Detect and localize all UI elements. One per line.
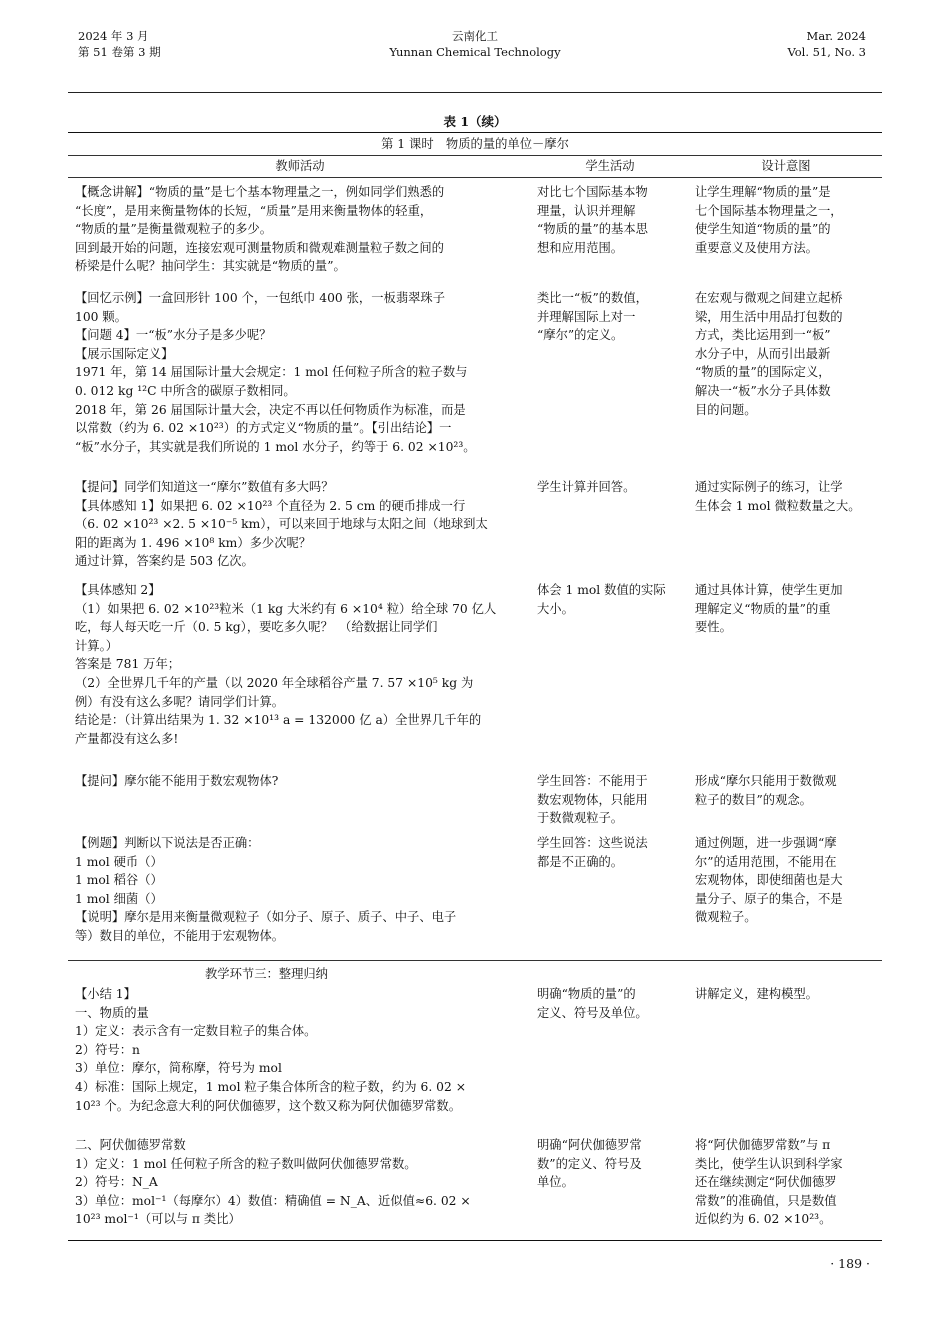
row-1-teacher (75, 183, 525, 276)
text-line: （2）全世界几千年的产量（以 2020 年全球稻谷产量 7. 57 ×10⁵ kg 为 (75, 675, 474, 690)
column-header-student: 学生活动 (585, 159, 635, 173)
header-bottom-rule (68, 177, 882, 178)
text-line: 3）单位：mol⁻¹（每摩尔）4）数值：精确值 = N_A、近似值≈6. 02 × (75, 1193, 471, 1208)
lesson-rule (68, 155, 882, 156)
text-line: 梁，用生活中用品打包数的 (695, 309, 843, 324)
text-line: 以常数（约为 6. 02 ×10²³）的方式定义“物质的量”。【引出结论】一 (75, 421, 452, 436)
text-line: （1）如果把 6. 02 ×10²³粒米（1 kg 大米约有 6 ×10⁴ 粒）给全球 70 亿人 (75, 601, 497, 616)
text-line: 1 mol 硬币（） (75, 854, 163, 869)
journal-name (68, 28, 882, 60)
row-6-design (695, 834, 877, 927)
text-line: 形成“摩尔只能用于数微观 (695, 774, 837, 788)
text-line: 讲解定义，建构模型。 (695, 987, 818, 1001)
text-line: 【问题 4】一“板”水分子是多少呢？ (75, 328, 272, 343)
text-line: 类比，使学生认识到科学家 (695, 1156, 843, 1171)
text-line: “物质的量”是衡量微观粒子的多少。 (75, 222, 273, 237)
text-line: 并理解国际上对一 (537, 309, 636, 324)
text-line: 1）定义：1 mol 任何粒子所含的粒子数叫做阿伏伽德罗常数。 (75, 1156, 417, 1171)
text-line: 1 mol 细菌（） (75, 891, 163, 906)
text-line: 让学生理解“物质的量”是 (695, 185, 831, 199)
summary-2-student (537, 1136, 683, 1192)
header-volume-en: Vol. 51, No. 3 (787, 45, 866, 59)
text-line: 目的问题。 (695, 402, 757, 417)
text-line: 理量，认识并理解 (537, 203, 636, 218)
text-line: 一、物质的量 (75, 1005, 149, 1020)
text-line: 100 颗。 (75, 309, 127, 324)
column-header-teacher: 教师活动 (275, 159, 325, 173)
text-line: “板”水分子，其实就是我们所说的 1 mol 水分子，约等于 6. 02 ×10²³。 (75, 439, 476, 454)
text-line: 2018 年，第 26 届国际计量大会，决定不再以任何物质作为标准，而是 (75, 402, 466, 417)
text-line: 对比七个国际基本物 (537, 185, 648, 199)
text-line: 尔”的适用范围，不能用在 (695, 854, 837, 869)
journal-date-en (787, 28, 866, 60)
text-line: 通过具体计算，使学生更加 (695, 583, 843, 597)
header-volume: 第 51 卷第 3 期 (78, 45, 161, 59)
text-line: 3）单位：摩尔，简称摩，符号为 mol (75, 1061, 282, 1076)
text-line: 通过计算，答案约是 503 亿次。 (75, 554, 254, 569)
text-line: 数”的定义、符号及 (537, 1156, 642, 1171)
text-line: 明确“物质的量”的 (537, 987, 636, 1001)
text-line: 10²³ 个。为纪念意大利的阿伏伽德罗，这个数又称为阿伏伽德罗常数。 (75, 1098, 462, 1113)
summary-2-design (695, 1136, 877, 1229)
text-line: 1971 年，第 14 届国际计量大会规定：1 mol 任何粒子所含的粒子数与 (75, 365, 468, 380)
text-line: “摩尔”的定义。 (537, 328, 624, 343)
row-5-teacher (75, 772, 525, 791)
text-line: “物质的量”的基本思 (537, 222, 648, 237)
table-top-rule (68, 132, 882, 133)
text-line: 【概念讲解】“物质的量”是七个基本物理量之一，例如同学们熟悉的 (75, 185, 445, 199)
text-line: 数宏观物体，只能用 (537, 792, 648, 807)
row-1-student (537, 183, 683, 257)
section-rule (68, 960, 882, 961)
row-4-student (537, 581, 683, 618)
summary-2-teacher (75, 1136, 525, 1229)
text-line: 学生计算并回答。 (537, 480, 636, 494)
page-number: · 189 · (830, 1256, 870, 1271)
text-line: 解决一“板”水分子具体数 (695, 383, 831, 398)
text-line: 回到最开始的问题，连接宏观可测量物质和微观难测量粒子数之间的 (75, 240, 444, 255)
text-line: 桥梁是什么呢？抽问学生：其实就是“物质的量”。 (75, 259, 346, 274)
text-line: 结论是：（计算出结果为 1. 32 ×10¹³ a = 132000 亿 a）全世界几千年的 (75, 713, 482, 728)
text-line: 将“阿伏伽德罗常数”与 π (695, 1138, 831, 1152)
text-line: 2）符号：n (75, 1042, 140, 1057)
text-line: 【具体感知 1】如果把 6. 02 ×10²³ 个直径为 2. 5 cm 的硬币排成一行 (75, 498, 466, 513)
text-line: 0. 012 kg ¹²C 中所含的碳原子数相同。 (75, 383, 296, 398)
text-line: 【说明】摩尔是用来衡量微观粒子（如分子、原子、质子、中子、电子 (75, 910, 457, 925)
text-line: 例）有没有这么多呢？请同学们计算。 (75, 694, 285, 709)
text-line: 在宏观与微观之间建立起桥 (695, 291, 843, 305)
text-line: 4）标准：国际上规定，1 mol 粒子集合体所含的粒子数，约为 6. 02 × (75, 1079, 466, 1094)
table-bottom-rule (68, 1240, 882, 1241)
header-date-en: Mar. 2024 (806, 29, 866, 43)
column-header-design: 设计意图 (761, 159, 811, 173)
row-1-design (695, 183, 877, 257)
lesson-title: 第 1 课时 物质的量的单位－摩尔 (381, 137, 569, 151)
row-3-teacher (75, 478, 525, 571)
journal-name-cn: 云南化工 (452, 29, 498, 43)
text-line: 学生回答：不能用于 (537, 774, 648, 788)
text-line: 2）符号：N_A (75, 1175, 158, 1190)
row-3-student (537, 478, 683, 497)
text-line: 通过实际例子的练习，让学 (695, 480, 843, 494)
text-line: 产量都没有这么多! (75, 731, 179, 746)
text-line: 类比一“板”的数值， (537, 291, 648, 305)
row-5-student (537, 772, 683, 828)
text-line: “物质的量”的国际定义， (695, 365, 831, 380)
text-line: 于数微观粒子。 (537, 811, 624, 826)
text-line: 吃，每人每天吃一斤（0. 5 kg），要吃多久呢？ （给数据让同学们 (75, 620, 438, 635)
text-line: 【小结 1】 (75, 987, 136, 1001)
table-caption: 表 1（续） (443, 114, 507, 129)
text-line: 等）数目的单位，不能用于宏观物体。 (75, 928, 285, 943)
text-line: 使学生知道“物质的量”的 (695, 222, 831, 237)
text-line: “长度”，是用来衡量物体的长短，“质量”是用来衡量物体的轻重， (75, 203, 433, 218)
row-4-design (695, 581, 877, 637)
text-line: 【提问】摩尔能不能用于数宏观物体? (75, 774, 279, 788)
text-line: 宏观物体，即使细菌也是大 (695, 873, 843, 888)
text-line: 体会 1 mol 数值的实际 (537, 583, 666, 597)
text-line: 重要意义及使用方法。 (695, 240, 818, 255)
text-line: 常数”的准确值，只是数值 (695, 1193, 837, 1208)
text-line: 阳的距离为 1. 496 ×10⁸ km）多少次呢？ (75, 535, 312, 550)
text-line: （6. 02 ×10²³ ×2. 5 ×10⁻⁵ km），可以来回于地球与太阳之间（地球到太 (75, 517, 488, 532)
text-line: 方式，类比运用到一“板” (695, 328, 831, 343)
text-line: 【提问】同学们知道这一“摩尔”数值有多大吗？ (75, 480, 334, 494)
section-title: 教学环节三：整理归纳 (205, 967, 328, 981)
text-line: 要性。 (695, 620, 732, 635)
text-line: 都是不正确的。 (537, 854, 624, 869)
text-line: 明确“阿伏伽德罗常 (537, 1138, 642, 1152)
text-line: 【具体感知 2】 (75, 583, 161, 597)
row-3-design (695, 478, 877, 515)
text-line: 水分子中，从而引出最新 (695, 346, 831, 361)
text-line: 量分子、原子的集合，不是 (695, 891, 843, 906)
text-line: 近似约为 6. 02 ×10²³。 (695, 1212, 832, 1227)
text-line: 通过例题，进一步强调“摩 (695, 836, 837, 850)
summary-1-design (695, 985, 877, 1004)
text-line: 二、阿伏伽德罗常数 (75, 1138, 186, 1152)
text-line: 七个国际基本物理量之一， (695, 203, 843, 218)
text-line: 定义、符号及单位。 (537, 1005, 648, 1020)
page-header (68, 28, 882, 92)
text-line: 答案是 781 万年； (75, 657, 181, 672)
summary-1-student (537, 985, 683, 1022)
text-line: 微观粒子。 (695, 910, 757, 925)
summary-1-teacher (75, 985, 525, 1115)
header-rule (68, 92, 882, 93)
text-line: 粒子的数目”的观念。 (695, 792, 812, 807)
text-line: 10²³ mol⁻¹（可以与 π 类比） (75, 1212, 241, 1227)
row-2-student (537, 289, 683, 345)
text-line: 1）定义：表示含有一定数目粒子的集合体。 (75, 1024, 317, 1039)
row-2-teacher (75, 289, 525, 456)
row-6-student (537, 834, 683, 871)
text-line: 计算。） (75, 638, 119, 653)
text-line: 学生回答：这些说法 (537, 836, 648, 850)
text-line: 【例题】判断以下说法是否正确： (75, 836, 260, 850)
text-line: 大小。 (537, 601, 574, 616)
text-line: 还在继续测定“阿伏伽德罗 (695, 1175, 837, 1190)
text-line: 1 mol 稻谷（） (75, 873, 163, 888)
header-date: 2024 年 3 月 (78, 29, 149, 43)
text-line: 单位。 (537, 1175, 574, 1190)
text-line: 理解定义“物质的量”的重 (695, 601, 831, 616)
row-4-teacher (75, 581, 525, 748)
text-line: 【展示国际定义】 (75, 346, 174, 361)
row-2-design (695, 289, 877, 419)
row-5-design (695, 772, 877, 809)
journal-name-en: Yunnan Chemical Technology (389, 45, 561, 59)
row-6-teacher (75, 834, 525, 946)
text-line: 想和应用范围。 (537, 240, 624, 255)
text-line: 【回忆示例】一盒回形针 100 个，一包纸巾 400 张，一板翡翠珠子 (75, 291, 446, 305)
text-line: 生体会 1 mol 微粒数量之大。 (695, 498, 861, 513)
